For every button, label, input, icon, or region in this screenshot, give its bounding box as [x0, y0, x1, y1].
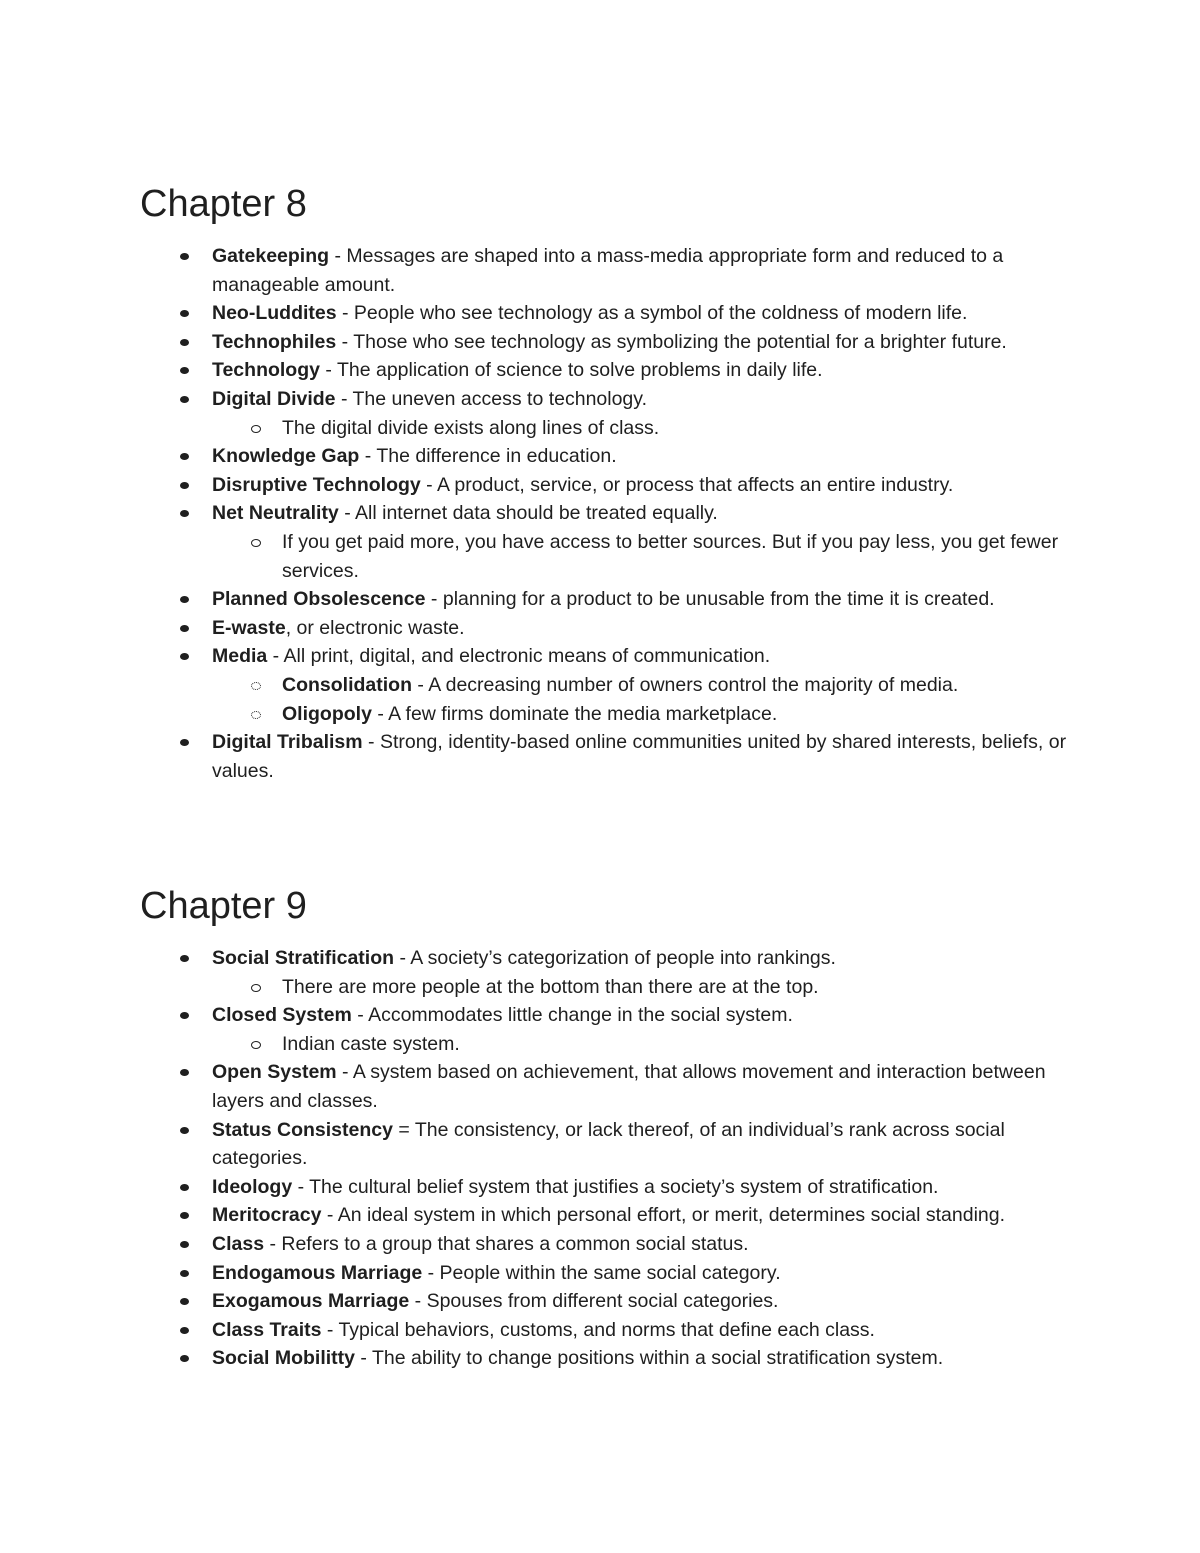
term-name: Exogamous Marriage [212, 1290, 410, 1313]
term-definition: - Refers to a group that shares a common social status. [264, 1232, 749, 1255]
term-definition: - Spouses from different social categories. [409, 1290, 779, 1313]
term-definition: - A product, service, or process that affects an entire industry. [420, 473, 954, 496]
term-list [140, 944, 1080, 1373]
sub-list-item [210, 414, 1072, 443]
list-item [140, 471, 1072, 500]
sub-list-item [210, 528, 1072, 585]
term-name: Endogamous Marriage [212, 1261, 423, 1284]
list-item [140, 1001, 1072, 1058]
term-definition: - Those who see technology as symbolizing the potential for a brighter future. [336, 330, 1007, 353]
sub-item-text: - A decreasing number of owners control the majority of media. [412, 673, 959, 696]
sub-list-item [210, 1030, 1072, 1059]
term-definition: - People within the same social category. [422, 1261, 781, 1284]
list-item [140, 1259, 1072, 1288]
list-item [140, 1344, 1072, 1373]
term-definition: - All print, digital, and electronic means of communication. [267, 645, 771, 668]
list-item [140, 385, 1072, 442]
list-item [140, 1287, 1072, 1316]
list-item [140, 585, 1072, 614]
sub-item-text: There are more people at the bottom than there are at the top. [282, 975, 819, 998]
list-item [140, 442, 1072, 471]
term-name: Planned Obsolescence [212, 588, 426, 611]
term-name: Class [212, 1232, 265, 1255]
chapter-8-section [140, 178, 1080, 785]
term-name: Social Stratification [212, 947, 395, 969]
term-definition: - People who see technology as a symbol of the coldness of modern life. [336, 302, 968, 325]
term-name: Knowledge Gap [212, 445, 360, 468]
sub-list [212, 973, 1072, 1002]
term-name: Disruptive Technology [212, 473, 421, 496]
term-name: Neo-Luddites [212, 302, 337, 325]
list-item [140, 1230, 1072, 1259]
list-item [140, 242, 1072, 299]
list-item [140, 1173, 1072, 1202]
term-definition: - Accommodates little change in the social system. [351, 1004, 793, 1027]
term-name: Net Neutrality [212, 502, 339, 525]
term-definition: - planning for a product to be unusable from the time it is created. [425, 588, 995, 611]
list-item [140, 944, 1072, 1001]
term-definition: - The difference in education. [359, 445, 617, 468]
chapter-title: Chapter 8 [140, 183, 307, 225]
term-name: Digital Divide [212, 387, 336, 410]
term-name: Open System [212, 1061, 337, 1084]
chapter-9-section [140, 880, 1080, 1373]
term-definition: , or electronic waste. [285, 616, 465, 639]
list-item [140, 1058, 1072, 1115]
sub-list-item [210, 700, 1072, 729]
term-definition: - Strong, identity-based online communities united by shared interests, beliefs, or values. [212, 731, 1067, 782]
chapter-title: Chapter 9 [140, 885, 307, 927]
term-name: Class Traits [212, 1318, 322, 1341]
list-item [140, 499, 1072, 585]
term-name: Digital Tribalism [212, 731, 363, 754]
term-definition: - A society’s categorization of people into rankings. [394, 947, 836, 969]
list-item [140, 728, 1072, 785]
sub-list-item [210, 973, 1072, 1002]
sub-list-item [210, 671, 1072, 700]
list-item [140, 1116, 1072, 1173]
term-name: Ideology [212, 1175, 293, 1198]
term-definition: - All internet data should be treated equally. [338, 502, 718, 525]
term-name: Media [212, 645, 268, 668]
sub-list [212, 671, 1072, 728]
term-definition: - A system based on achievement, that allows movement and interaction between layers and classes. [212, 1061, 1046, 1112]
term-definition: = The consistency, or lack thereof, of an individual’s rank across social categories. [212, 1118, 1005, 1170]
sub-item-text: The digital divide exists along lines of class. [282, 416, 660, 439]
list-item [140, 299, 1072, 328]
term-name: E-waste [212, 616, 286, 639]
list-item [140, 1316, 1072, 1345]
term-definition: - Typical behaviors, customs, and norms that define each class. [321, 1318, 875, 1341]
sub-item-text: Indian caste system. [282, 1032, 460, 1055]
list-item [140, 356, 1072, 385]
term-list [140, 242, 1080, 785]
sub-item-text: - A few firms dominate the media marketplace. [371, 702, 778, 725]
sub-list [212, 1030, 1072, 1059]
term-definition: - The cultural belief system that justifies a society’s system of stratification. [292, 1175, 939, 1198]
term-name: Closed System [212, 1004, 352, 1027]
sub-term-name: Consolidation [282, 673, 412, 696]
term-name: Status Consistency [212, 1118, 393, 1141]
term-name: Social Mobilitty [212, 1347, 356, 1370]
term-definition: - The application of science to solve problems in daily life. [319, 359, 823, 382]
term-name: Technology [212, 359, 320, 382]
term-definition: - Messages are shaped into a mass-media appropriate form and reduced to a manageable amount. [212, 245, 1004, 296]
term-name: Meritocracy [212, 1204, 322, 1227]
list-item [140, 1201, 1072, 1230]
sub-list [212, 528, 1072, 585]
term-name: Gatekeeping [212, 245, 330, 267]
list-item [140, 328, 1072, 357]
term-definition: - The uneven access to technology. [335, 387, 647, 410]
list-item [140, 642, 1072, 728]
list-item [140, 614, 1072, 643]
sub-item-text: If you get paid more, you have access to better sources. But if you pay less, you get fewer services. [282, 530, 1059, 582]
term-definition: - An ideal system in which personal effort, or merit, determines social standing. [321, 1204, 1006, 1227]
term-definition: - The ability to change positions within a social stratification system. [355, 1347, 944, 1370]
sub-list [212, 414, 1072, 443]
term-name: Technophiles [212, 330, 337, 353]
sub-term-name: Oligopoly [282, 702, 372, 725]
